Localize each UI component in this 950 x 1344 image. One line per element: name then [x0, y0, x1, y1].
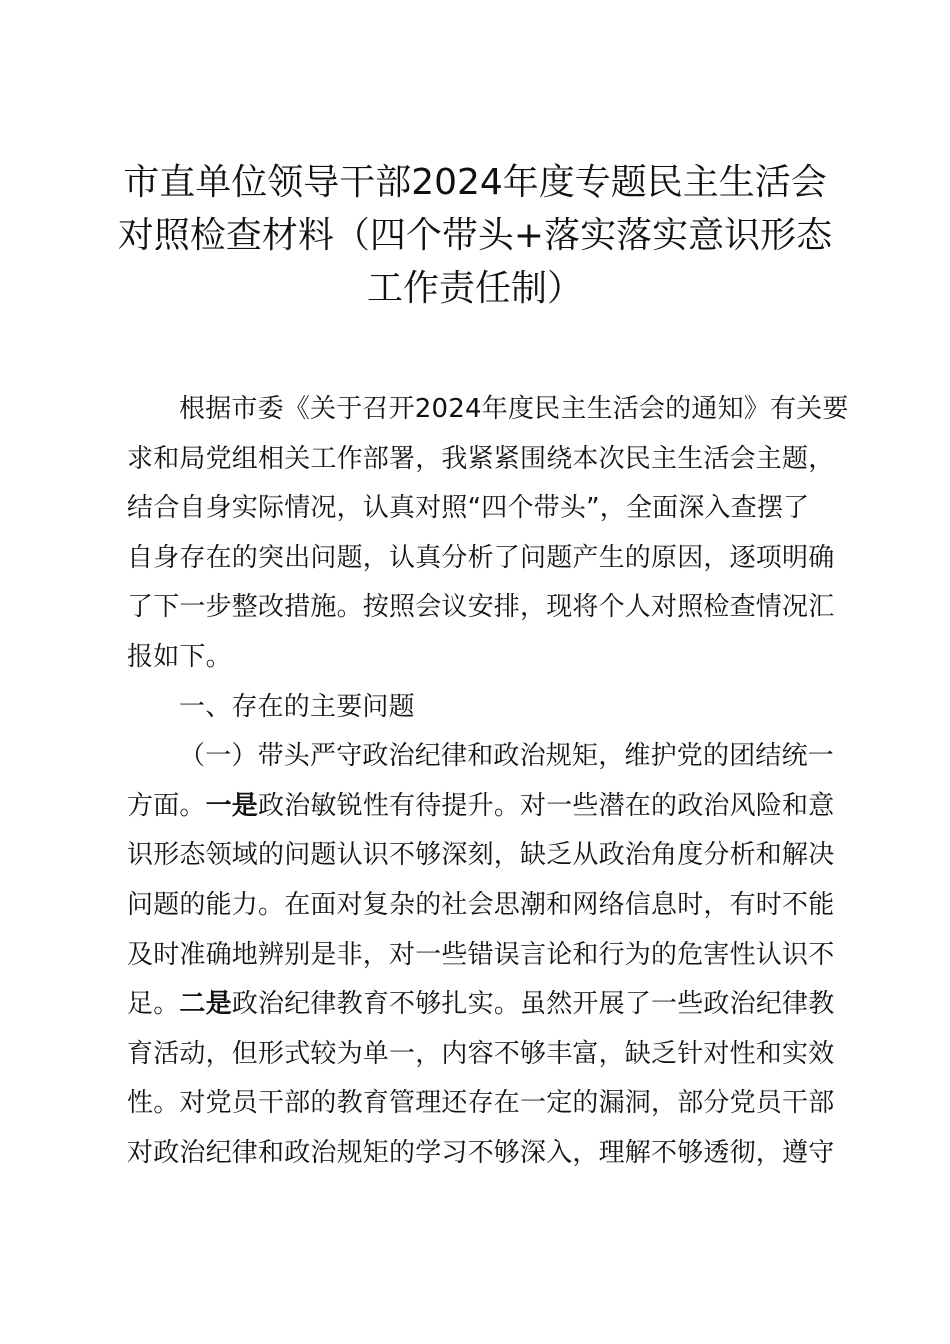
body-line: 根据市委《关于召开2024年度民主生活会的通知》有关要 — [179, 394, 849, 424]
body-line — [127, 782, 837, 832]
point-label: 一是 — [205, 790, 259, 821]
body-line — [127, 980, 837, 1030]
body-line: 性。对党员干部的教育管理还存在一定的漏洞，部分党员干部 — [127, 1088, 835, 1119]
body-line: 自身存在的突出问题，认真分析了问题产生的原因，逐项明确 — [127, 542, 835, 573]
body-line: 了下一步整改措施。按照会议安排，现将个人对照检查情况汇 — [127, 592, 835, 623]
point-text: 政治纪律教育不够扎实。虽然开展了一些政治纪律教 — [231, 989, 835, 1020]
document-title — [100, 156, 850, 315]
title-line-2: 对照检查材料（四个带头+落实落实意识形态 — [117, 215, 833, 256]
sub-heading: （一）带头严守政治纪律和政治规矩，维护党的团结统一 — [179, 741, 835, 772]
body-line: 报如下。 — [127, 641, 232, 672]
body-line: 育活动，但形式较为单一，内容不够丰富，缺乏针对性和实效 — [127, 1038, 835, 1069]
body-line: 结合自身实际情况，认真对照“四个带头”，全面深入查摆了 — [127, 493, 810, 524]
title-line-3: 工作责任制） — [366, 268, 583, 309]
sub-heading-end: 方面。 — [127, 790, 206, 821]
document-body — [127, 385, 849, 1179]
body-line: 识形态领域的问题认识不够深刻，缺乏从政治角度分析和解决 — [127, 840, 835, 871]
section-heading: 一、存在的主要问题 — [179, 691, 415, 722]
body-line: 及时准确地辨别是非，对一些错误言论和行为的危害性认识不 — [127, 939, 835, 970]
body-text: 足。 — [127, 989, 180, 1020]
body-line: 问题的能力。在面对复杂的社会思潮和网络信息时，有时不能 — [127, 889, 835, 920]
title-line-1: 市直单位领导干部2024年度专题民主生活会 — [123, 162, 827, 203]
point-text: 政治敏锐性有待提升。对一些潜在的政治风险和意 — [258, 790, 835, 821]
point-label: 二是 — [179, 989, 232, 1020]
body-line: 求和局党组相关工作部署，我紧紧围绕本次民主生活会主题， — [127, 443, 835, 474]
body-line: 对政治纪律和政治规矩的学习不够深入，理解不够透彻，遵守 — [127, 1137, 835, 1168]
